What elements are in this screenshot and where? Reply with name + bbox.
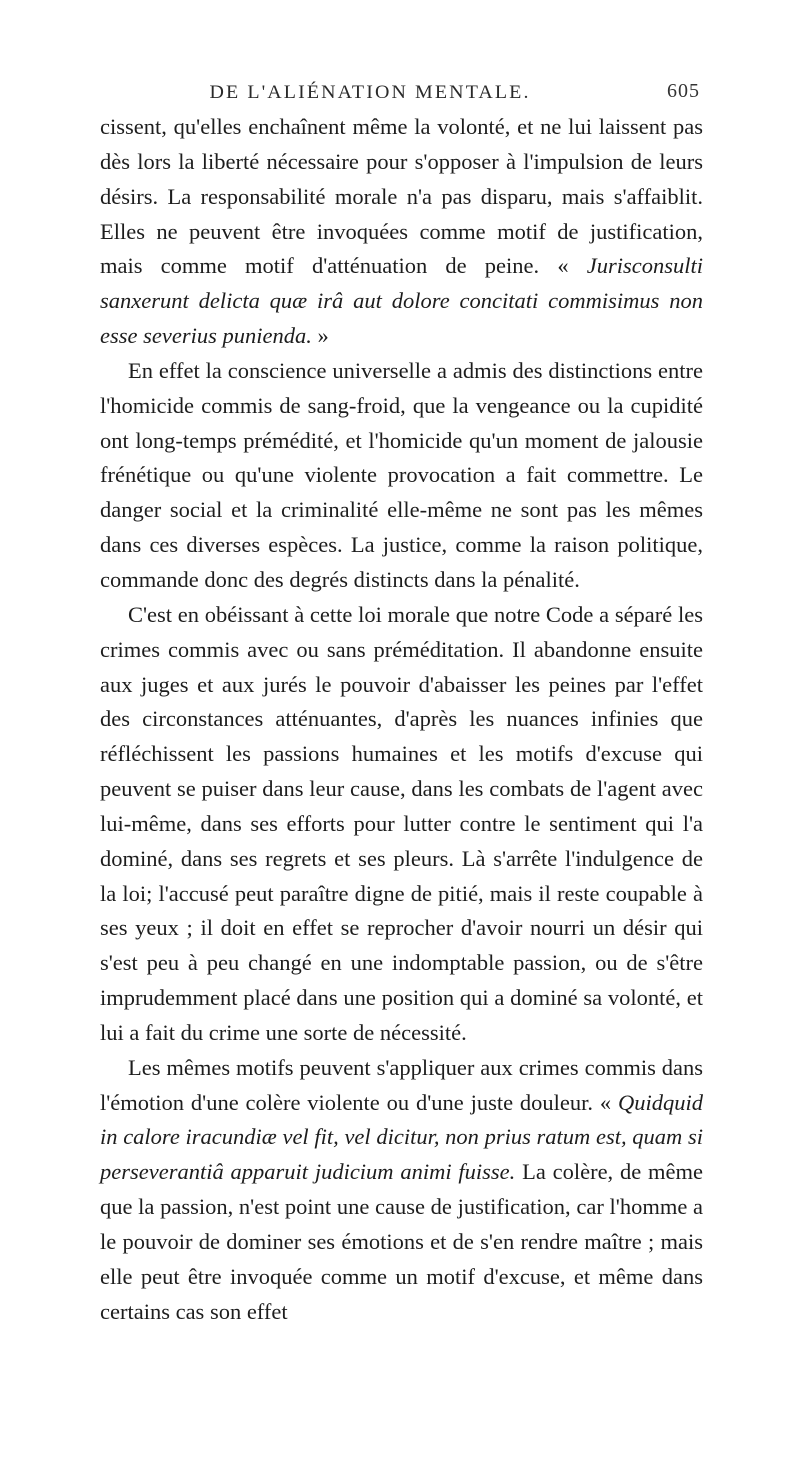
body-text — [100, 110, 703, 1330]
paragraph-4 — [100, 1051, 703, 1330]
paragraph-3: C'est en obéissant à cette loi morale que notre Code a séparé les crimes commis avec ou sans préméditation. Il abandonne ensuite aux juges et aux jurés le pouvoir d'abaisser les peines par l'effet des circonstances atténuantes, d'après les nuances infinies que réfléchissent les passions humaines et les motifs d'excuse qui peuvent se puiser dans leur cause, dans les combats de l'agent avec lui-même, dans ses efforts pour lutter contre le sentiment qui l'a dominé, dans ses regrets et ses pleurs. Là s'arrête l'indulgence de la loi; l'accusé peut paraître digne de pitié, mais il reste coupable à ses yeux ; il doit en effet se reprocher d'avoir nourri un désir qui s'est peu à peu changé en une indomptable passion, ou de s'être imprudemment placé dans une position qui a dominé sa volonté, et lui a fait du crime une sorte de nécessité. — [100, 601, 703, 1045]
page-number: 605 — [667, 80, 700, 102]
paragraph-4-text-a: Les mêmes motifs peuvent s'appliquer aux crimes commis dans l'émotion d'une colère violente ou d'une juste douleur. « — [100, 1054, 703, 1115]
page-header — [0, 82, 800, 112]
paragraph-2: En effet la conscience universelle a admis des distinctions entre l'homicide commis de sang-froid, que la vengeance ou la cupidité ont long-temps prémédité, et l'homicide qu'un moment de jalousie frénétique ou qu'une violente provocation a fait commettre. Le danger social et la criminalité elle-même ne sont pas les mêmes dans ces diverses espèces. La justice, comme la raison politique, commande donc des degrés distincts dans la pénalité. — [100, 357, 703, 592]
paragraph-1-text-a: cissent, qu'elles enchaînent même la volonté, et ne lui laissent pas dès lors la liberté nécessaire pour s'opposer à l'impulsion de leurs désirs. La responsabilité morale n'a pas disparu, mais s'affaiblit. Elles ne peuvent être invoquées comme motif de justification, mais comme motif d'atténuation de peine. « — [100, 114, 703, 279]
running-title: DE L'ALIÉNATION MENTALE. — [209, 82, 531, 103]
latin-quote-1: Jurisconsulti sanxerunt delicta quæ irâ aut dolore concitati commisimus non esse severius punienda. — [100, 253, 703, 349]
paragraph-1-text-b: » — [311, 323, 329, 349]
paragraph-4-text-b: La colère, de même que la passion, n'est point une cause de justification, car l'homme a le pouvoir de dominer ses émotions et de s'en rendre maître ; mais elle peut être invoquée comme un motif d'excuse, et même dans certains cas son effet — [100, 1159, 703, 1324]
paragraph-1 — [100, 110, 703, 354]
latin-quote-2: Quidquid in calore iracundiæ vel fit, vel dicitur, non prius ratum est, quam si perseverantiâ apparuit judicium animi fuisse. — [100, 1089, 703, 1185]
